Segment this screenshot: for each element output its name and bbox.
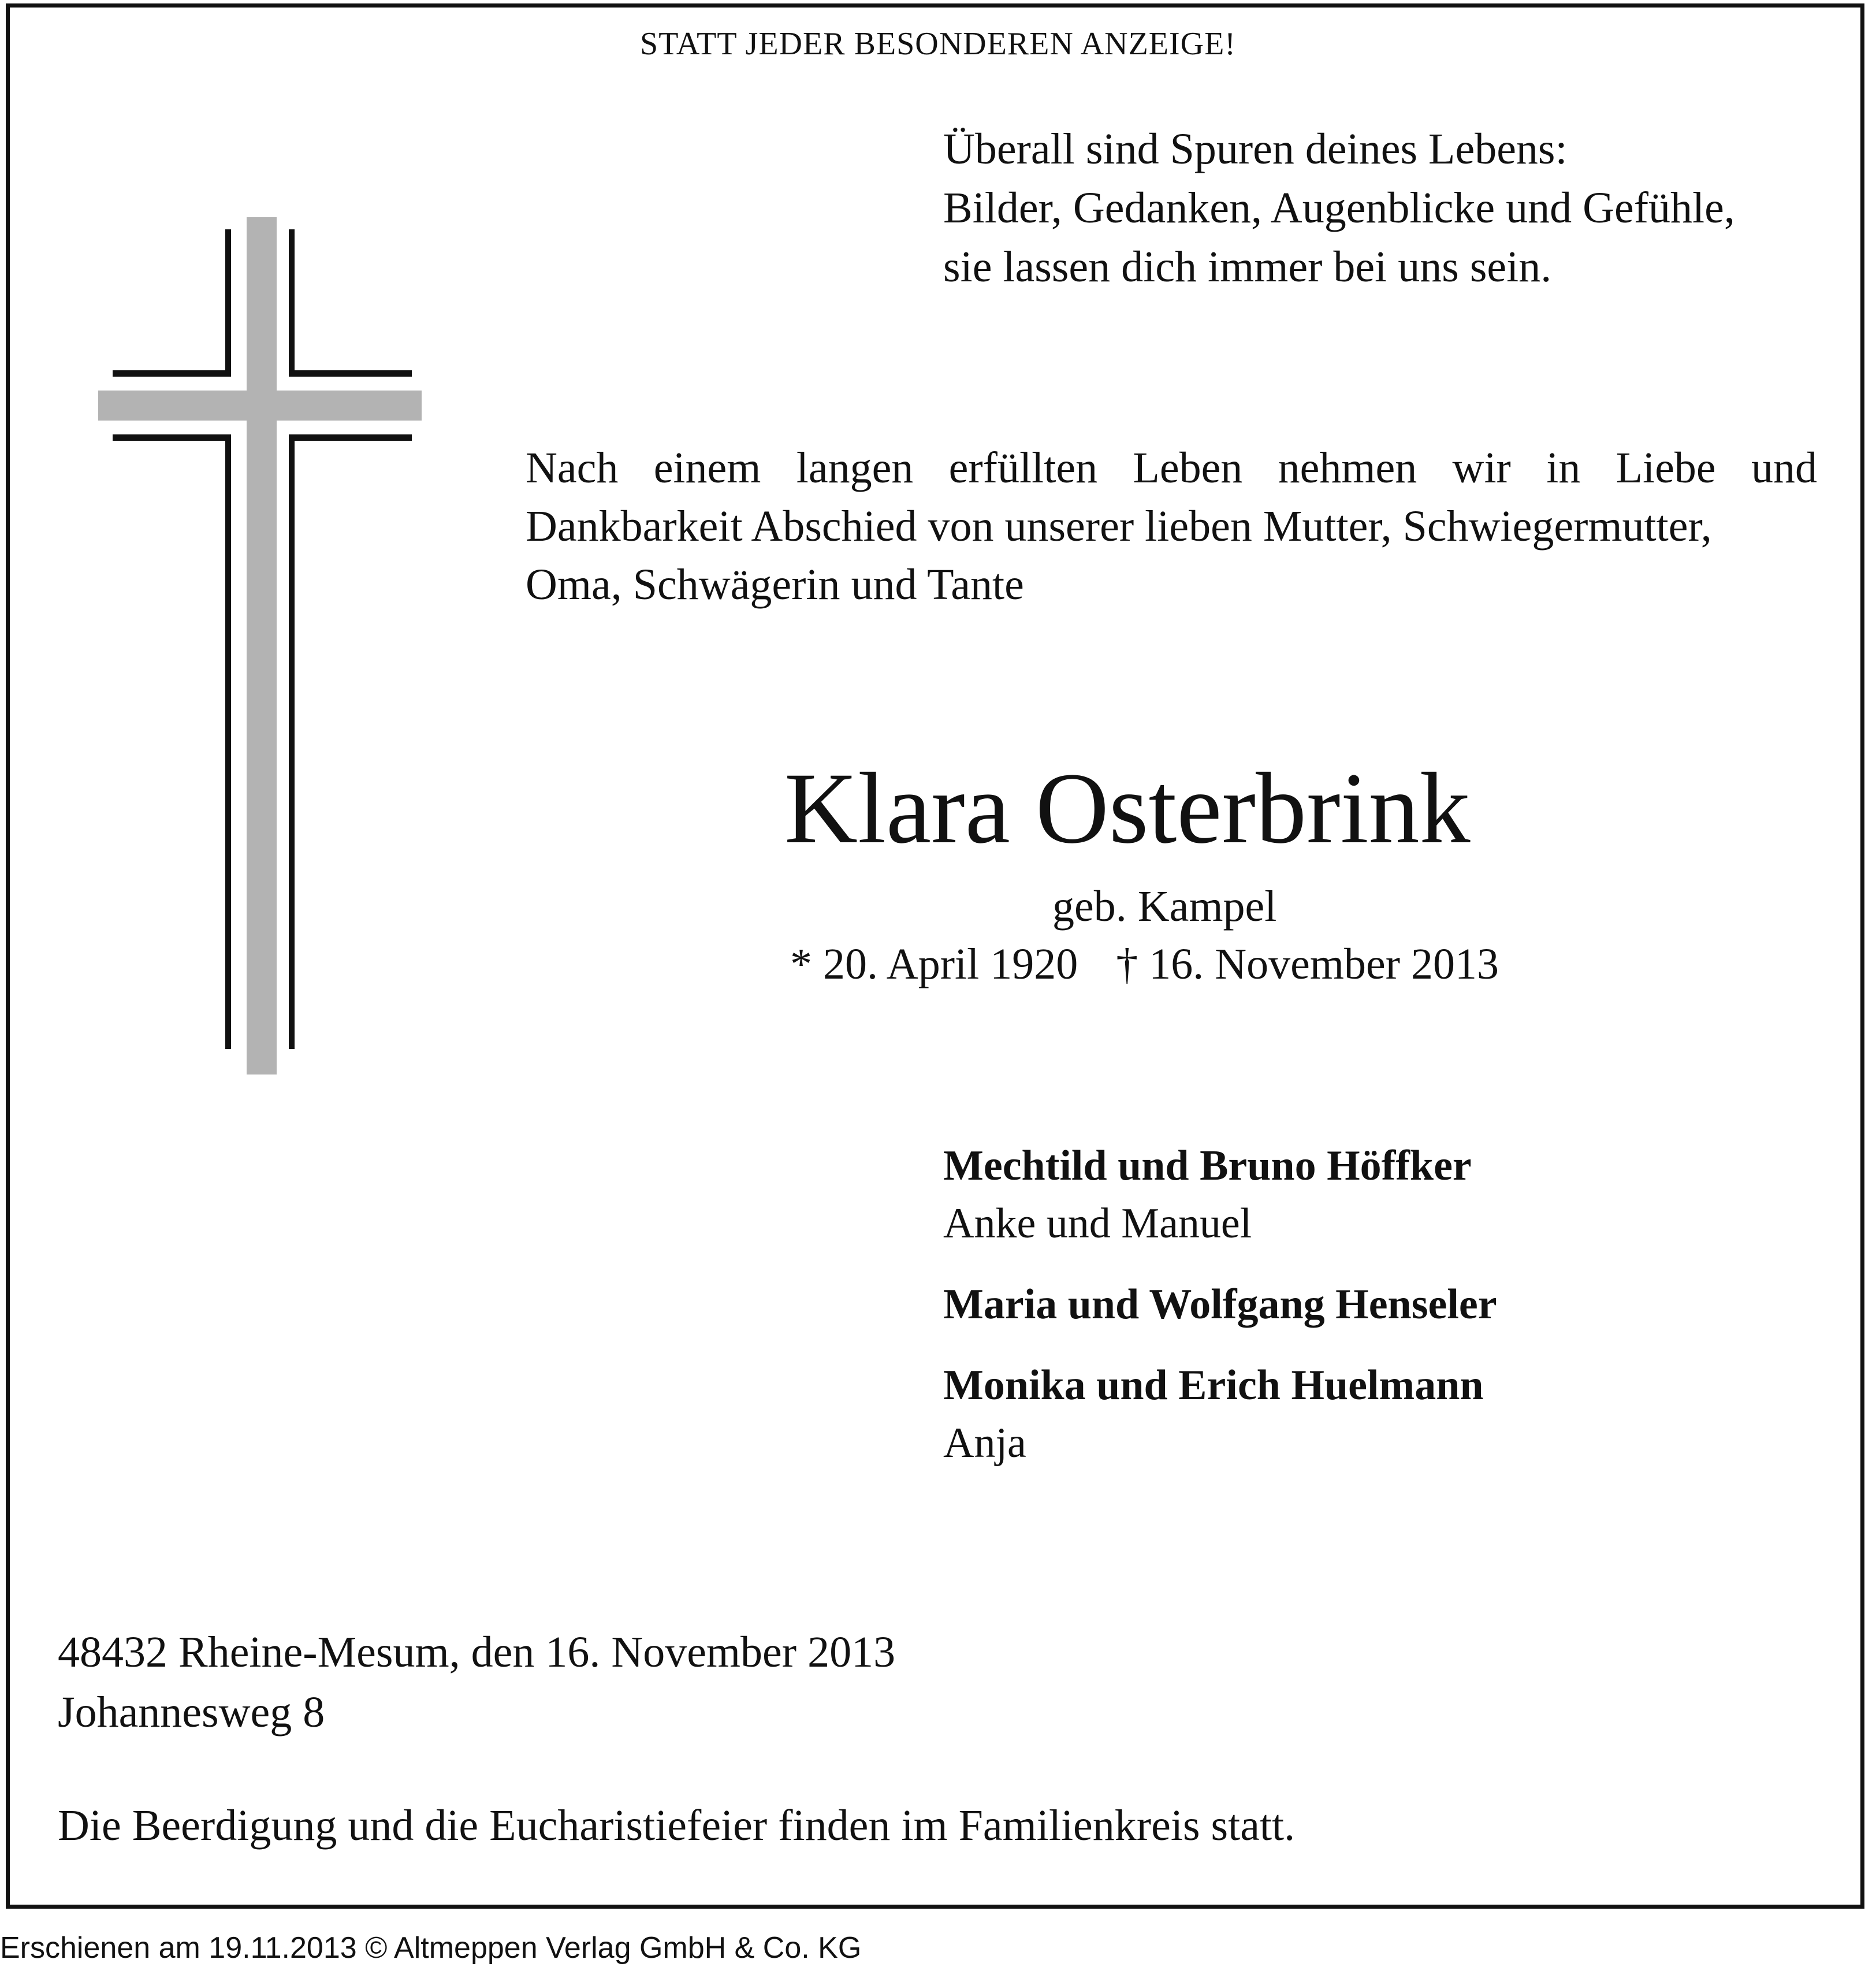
mourner-children: Anja bbox=[943, 1419, 1026, 1467]
life-dates bbox=[790, 938, 1499, 990]
maiden-name: geb. Kampel bbox=[1052, 882, 1277, 931]
mourner-names: Maria und Wolfgang Henseler bbox=[943, 1281, 1497, 1328]
mourner-children: Anke und Manuel bbox=[943, 1200, 1252, 1247]
address-block bbox=[58, 1622, 895, 1742]
death-date: † 16. November 2013 bbox=[1116, 940, 1499, 988]
mourners-list bbox=[943, 1137, 1497, 1495]
funeral-note: Die Beerdigung und die Eucharistiefeier finden im Familienkreis statt. bbox=[58, 1801, 1296, 1850]
intro-line: Dankbarkeit Abschied von unserer lieben Mutter, Schwiegermutter, bbox=[526, 502, 1712, 551]
publication-footer: Erschienen am 19.11.2013 © Altmeppen Verlag GmbH & Co. KG bbox=[0, 1931, 862, 1965]
mourner-group bbox=[943, 1356, 1497, 1472]
intro-line: Oma, Schwägerin und Tante bbox=[526, 560, 1024, 609]
poem-line: sie lassen dich immer bei uns sein. bbox=[943, 243, 1552, 291]
poem-line: Überall sind Spuren deines Lebens: bbox=[943, 125, 1568, 173]
birth-date: * 20. April 1920 bbox=[790, 940, 1078, 988]
mourner-names: Monika und Erich Huelmann bbox=[943, 1362, 1484, 1409]
mourner-group bbox=[943, 1276, 1497, 1333]
intro-paragraph bbox=[526, 439, 1817, 614]
street-address: Johannesweg 8 bbox=[58, 1688, 325, 1737]
notice-header: STATT JEDER BESONDEREN ANZEIGE! bbox=[640, 26, 1236, 62]
intro-line: Nach einem langen erfüllten Leben nehmen wir in Liebe und bbox=[526, 444, 1817, 492]
poem-line: Bilder, Gedanken, Augenblicke und Gefühle, bbox=[943, 184, 1735, 232]
mourner-names: Mechtild und Bruno Höffker bbox=[943, 1142, 1472, 1189]
mourner-group bbox=[943, 1137, 1497, 1252]
deceased-name: Klara Osterbrink bbox=[784, 752, 1471, 865]
place-date: 48432 Rheine-Mesum, den 16. November 2013 bbox=[58, 1628, 896, 1676]
